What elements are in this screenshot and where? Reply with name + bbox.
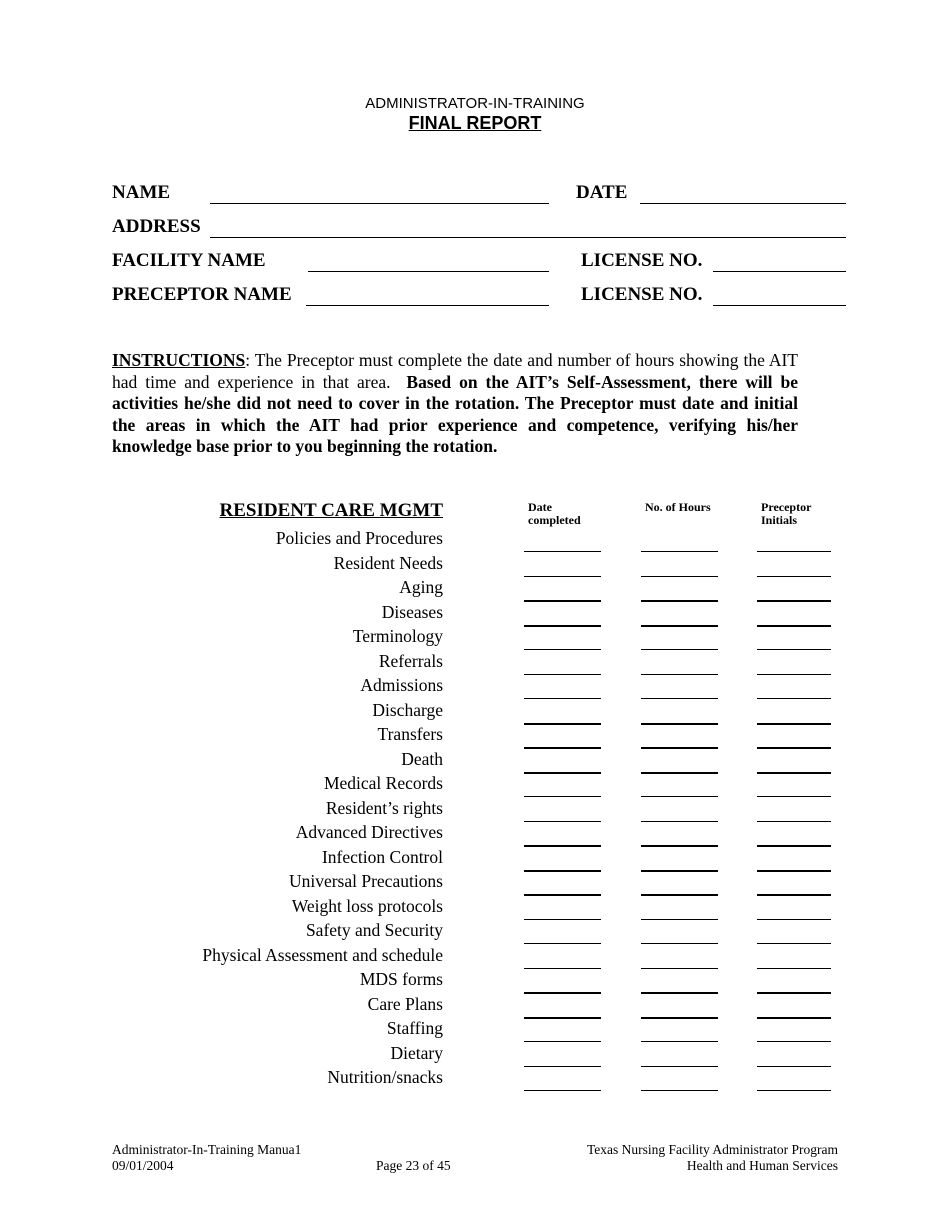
checklist-item-label: Physical Assessment and schedule bbox=[202, 944, 443, 965]
initials-field[interactable] bbox=[757, 600, 831, 602]
initials-field[interactable] bbox=[757, 943, 831, 944]
checklist-item-label: Policies and Procedures bbox=[275, 528, 443, 548]
checklist-item-label: Admissions bbox=[360, 675, 443, 695]
hours-field[interactable] bbox=[641, 649, 718, 650]
checklist-item-label: Diseases bbox=[381, 601, 443, 622]
checklist-item-label: MDS forms bbox=[359, 969, 443, 989]
checklist-item-label: Terminology bbox=[352, 626, 443, 646]
checklist-item-label: Resident’s rights bbox=[325, 797, 443, 818]
hours-field[interactable] bbox=[641, 723, 718, 725]
initials-field[interactable] bbox=[757, 992, 831, 994]
date-completed-field[interactable] bbox=[524, 576, 601, 577]
date-completed-field[interactable] bbox=[524, 1041, 601, 1042]
preceptor-name-label: PRECEPTOR NAME bbox=[112, 284, 292, 305]
initials-field[interactable] bbox=[757, 698, 831, 699]
hours-field[interactable] bbox=[641, 698, 718, 699]
date-completed-field[interactable] bbox=[524, 796, 601, 797]
date-completed-field[interactable] bbox=[524, 1090, 601, 1091]
checklist-item-label: Staffing bbox=[386, 1018, 443, 1038]
hours-field[interactable] bbox=[641, 943, 718, 944]
footer-date: 09/01/2004 bbox=[112, 1158, 174, 1173]
preceptor-license-label: LICENSE NO. bbox=[581, 284, 703, 305]
hours-field[interactable] bbox=[641, 870, 718, 872]
instructions bbox=[112, 350, 798, 458]
date-completed-field[interactable] bbox=[524, 723, 601, 725]
form-subtitle: ADMINISTRATOR-IN-TRAINING bbox=[365, 95, 585, 112]
date-completed-field[interactable] bbox=[524, 1066, 601, 1067]
facility-license-label: LICENSE NO. bbox=[581, 250, 703, 271]
initials-field[interactable] bbox=[757, 968, 831, 969]
checklist-item-label: Discharge bbox=[372, 699, 443, 720]
facility-license-field[interactable] bbox=[713, 271, 846, 272]
footer-program: Texas Nursing Facility Administrator Program bbox=[586, 1142, 838, 1157]
date-header-line1: Date bbox=[528, 500, 552, 514]
initials-field[interactable] bbox=[757, 625, 831, 627]
initials-field[interactable] bbox=[757, 845, 831, 847]
date-completed-field[interactable] bbox=[524, 919, 601, 920]
hours-field[interactable] bbox=[641, 894, 718, 896]
date-completed-field[interactable] bbox=[524, 625, 601, 627]
checklist-item-label: Advanced Directives bbox=[295, 822, 443, 842]
hours-field[interactable] bbox=[641, 821, 718, 822]
hours-field[interactable] bbox=[641, 845, 718, 847]
date-label: DATE bbox=[576, 182, 628, 203]
hours-field[interactable] bbox=[641, 1090, 718, 1091]
date-completed-field[interactable] bbox=[524, 968, 601, 969]
checklist-item-label: Medical Records bbox=[323, 773, 443, 793]
initials-field[interactable] bbox=[757, 1041, 831, 1042]
hours-field[interactable] bbox=[641, 551, 718, 552]
hours-field[interactable] bbox=[641, 747, 718, 749]
date-completed-field[interactable] bbox=[524, 894, 601, 896]
date-completed-field[interactable] bbox=[524, 747, 601, 749]
name-label: NAME bbox=[112, 182, 171, 203]
initials-field[interactable] bbox=[757, 723, 831, 725]
initials-field[interactable] bbox=[757, 1066, 831, 1067]
date-completed-field[interactable] bbox=[524, 551, 601, 552]
initials-field[interactable] bbox=[757, 894, 831, 896]
date-completed-header bbox=[528, 501, 581, 527]
initials-field[interactable] bbox=[757, 1017, 831, 1019]
initials-field[interactable] bbox=[757, 576, 831, 577]
date-completed-field[interactable] bbox=[524, 870, 601, 872]
facility-name-label: FACILITY NAME bbox=[112, 250, 266, 271]
checklist-item-label: Safety and Security bbox=[305, 920, 443, 940]
footer-right bbox=[500, 1142, 838, 1174]
form-title: FINAL REPORT bbox=[408, 113, 542, 133]
hours-field[interactable] bbox=[641, 1017, 718, 1019]
checklist-item-label: Aging bbox=[399, 577, 443, 597]
date-completed-field[interactable] bbox=[524, 845, 601, 847]
initials-field[interactable] bbox=[757, 551, 831, 552]
initials-field[interactable] bbox=[757, 747, 831, 749]
hours-field[interactable] bbox=[641, 625, 718, 627]
checklist-item-label: Care Plans bbox=[367, 993, 443, 1014]
address-label: ADDRESS bbox=[112, 216, 201, 237]
checklist-item-label: Universal Precautions bbox=[288, 871, 443, 891]
date-field[interactable] bbox=[640, 203, 846, 204]
checklist-item-label: Infection Control bbox=[321, 846, 443, 867]
hours-field[interactable] bbox=[641, 576, 718, 577]
instructions-heading: INSTRUCTIONS bbox=[112, 350, 246, 370]
checklist-item-label: Nutrition/snacks bbox=[327, 1067, 443, 1087]
date-completed-field[interactable] bbox=[524, 674, 601, 675]
hours-field[interactable] bbox=[641, 674, 718, 675]
checklist-item-label: Weight loss protocols bbox=[291, 895, 443, 916]
hours-field[interactable] bbox=[641, 772, 718, 774]
initials-field[interactable] bbox=[757, 772, 831, 774]
section-heading: RESIDENT CARE MGMT bbox=[219, 500, 443, 521]
initials-header bbox=[761, 501, 811, 527]
date-completed-field[interactable] bbox=[524, 600, 601, 602]
hours-field[interactable] bbox=[641, 968, 718, 969]
name-field[interactable] bbox=[210, 203, 549, 204]
initials-header-line1: Preceptor bbox=[761, 500, 812, 514]
initials-field[interactable] bbox=[757, 1090, 831, 1091]
initials-field[interactable] bbox=[757, 674, 831, 675]
preceptor-name-field[interactable] bbox=[306, 305, 549, 306]
date-header-line2: completed bbox=[528, 513, 581, 527]
hours-field[interactable] bbox=[641, 1041, 718, 1042]
checklist-item-label: Transfers bbox=[377, 724, 443, 744]
facility-name-field[interactable] bbox=[308, 271, 549, 272]
initials-field[interactable] bbox=[757, 796, 831, 797]
date-completed-field[interactable] bbox=[524, 772, 601, 774]
date-completed-field[interactable] bbox=[524, 649, 601, 650]
hours-field[interactable] bbox=[641, 600, 718, 602]
preceptor-license-field[interactable] bbox=[713, 305, 846, 306]
address-field[interactable] bbox=[210, 237, 846, 238]
hours-field[interactable] bbox=[641, 796, 718, 797]
footer-manual: Administrator-In-Training Manua1 bbox=[112, 1142, 302, 1157]
initials-field[interactable] bbox=[757, 870, 831, 872]
checklist-item-label: Referrals bbox=[378, 650, 443, 671]
date-completed-field[interactable] bbox=[524, 992, 601, 994]
initials-header-line2: Initials bbox=[761, 513, 798, 527]
date-completed-field[interactable] bbox=[524, 698, 601, 699]
footer-agency: Health and Human Services bbox=[686, 1158, 838, 1173]
hours-header: No. of Hours bbox=[645, 500, 711, 514]
instructions-text: : The Preceptor must complete the date and number of hours showing the AIT had time and experience in that area. bbox=[112, 350, 798, 392]
checklist-item-label: Death bbox=[401, 748, 443, 769]
date-completed-field[interactable] bbox=[524, 821, 601, 822]
checklist-item-label: Resident Needs bbox=[333, 552, 443, 573]
initials-field[interactable] bbox=[757, 649, 831, 650]
hours-field[interactable] bbox=[641, 919, 718, 920]
date-completed-field[interactable] bbox=[524, 943, 601, 944]
footer-page-number: Page 23 of 45 bbox=[376, 1158, 451, 1173]
hours-field[interactable] bbox=[641, 992, 718, 994]
initials-field[interactable] bbox=[757, 821, 831, 822]
initials-field[interactable] bbox=[757, 919, 831, 920]
hours-field[interactable] bbox=[641, 1066, 718, 1067]
footer-left bbox=[112, 1142, 301, 1174]
date-completed-field[interactable] bbox=[524, 1017, 601, 1019]
instructions-bold-text: Based on the AIT’s Self-Assessment, there will be activities he/she did not need to cover in the rotation. The Preceptor must date and initial the areas in which the AIT had prior experience and competence, verifying his/her knowledge base prior to you beginning the rotation. bbox=[112, 371, 799, 456]
checklist-item-label: Dietary bbox=[390, 1042, 443, 1063]
